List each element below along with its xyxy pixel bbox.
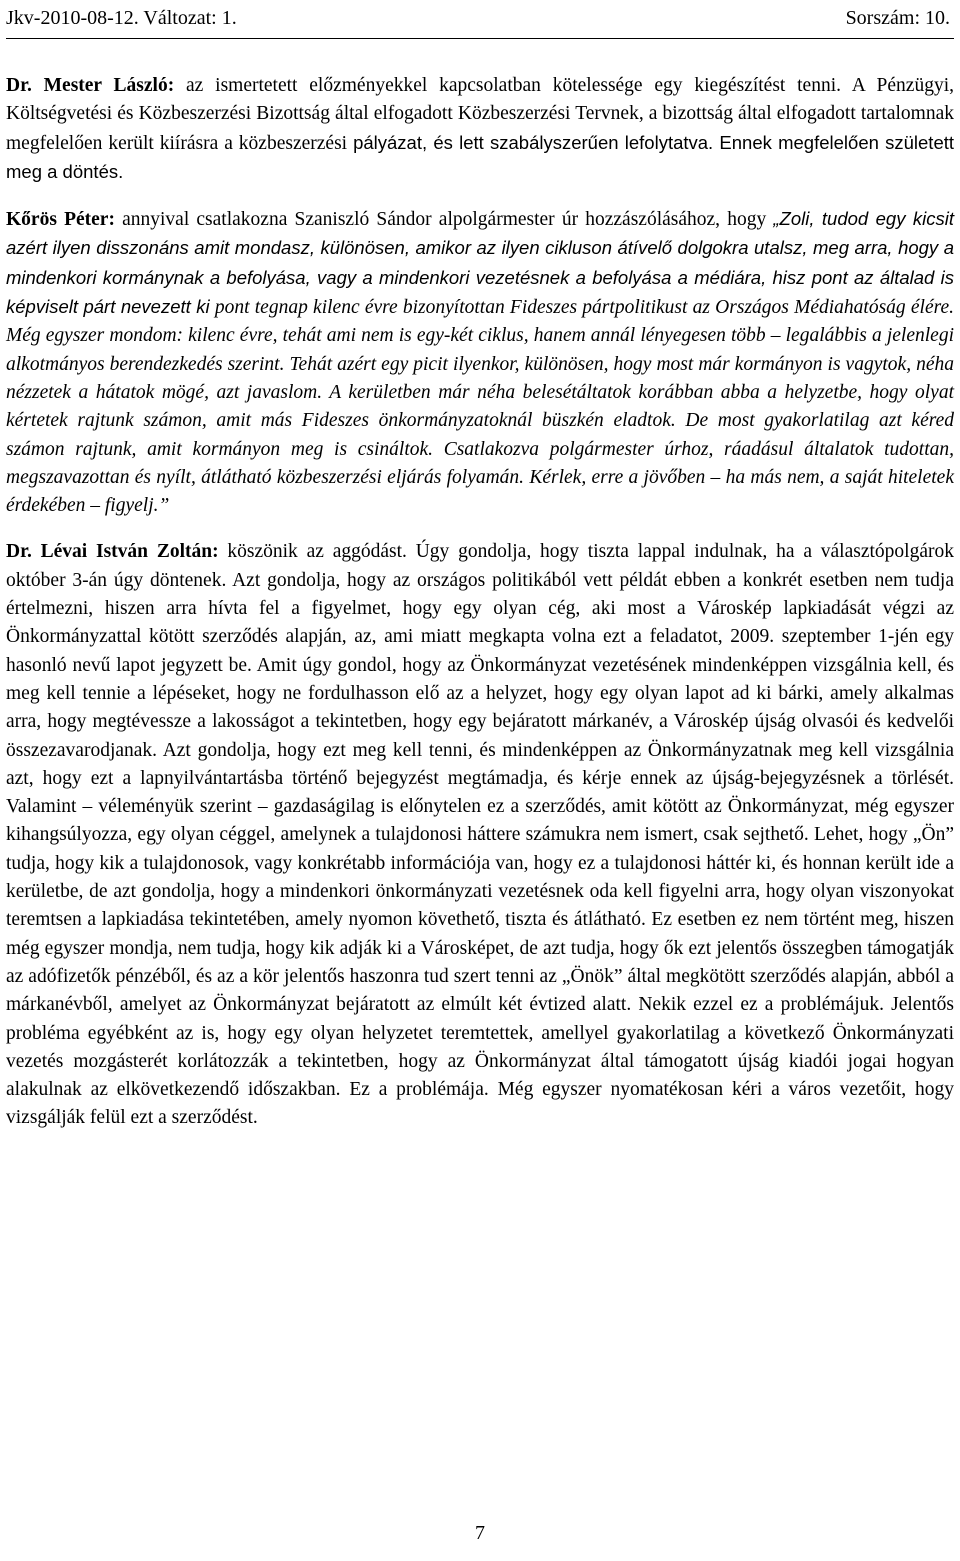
paragraph-text-sans: pályázat, és lett szabályszerűen lefolytatva. Ennek megfelelően született meg a döntés.	[6, 131, 955, 182]
paragraph-text: annyival csatlakozna Szaniszló Sándor alpolgármester úr hozzászólásához, hogy	[114, 209, 774, 231]
speaker-name: Dr. Lévai István Zoltán:	[6, 541, 219, 563]
serial-number-label: Sorszám: 10.	[845, 7, 950, 29]
paragraph-mester	[6, 72, 954, 187]
document-version-label: Jkv-2010-08-12. Változat: 1.	[6, 7, 237, 29]
page-number: 7	[475, 1522, 485, 1544]
paragraph-text: az ismertetett előzményekkel kapcsolatban kötelessége egy kiegészítést tenni. A Pénzügyi, Költségvetési és Közbeszerzési Bizottság által elfogadott Közbeszerzési Tervnek, a bizottság által elfogadott tartalomnak megfelelően került kiírásra a közbeszerzési	[6, 75, 955, 154]
page-header	[6, 6, 954, 38]
speaker-name: Kőrös Péter:	[6, 209, 115, 231]
speaker-name: Dr. Mester László:	[6, 75, 175, 96]
quote-text-sans: „Zoli, tudod egy kicsit azért ilyen disszonáns amit mondasz, különösen, amikor az ilyen cikluson átívelő dolgokra utalsz, meg arra, hogy a mindenkori kormánynak a befolyása, vagy a mindenkori vezetésnek a befolyása a médiára, hisz pont az általad is képviselt párt nevezett ki	[6, 208, 954, 318]
quote-text: pont tegnap kilenc évre bizonyítottan Fideszes pártpolitikust az Országos Médiahatóság élére. Még egyszer mondom: kilenc évre, tehát ami nem is egy-két ciklus, hanem annál lényegesen több – legalábbis a jelenlegi alkotmányos berendezkedés szerint. Tehát azért egy picit ilyenkor, különösen, hogy most már kormányon is vagytok, néha nézzetek a hátatok mögé, azt javaslom. A kerületben már néha belesétáltatok korábban abba a helyzetbe, hogy olyat kértetek rajtunk számon, amit más Fideszes önkormányzatoknál büszkén eladtok. De most gyakorlatilag azt kéred számon rajtunk, amit kormányon meg is csináltok. Csatlakozva polgármester úrhoz, ráadásul általatok tudottan, megszavazottan és nyílt, átlátható közbeszerzési eljárás folyamán. Kérlek, erre a jövőben – ha más nem, a saját hiteletek érdekében – figyelj.”	[6, 297, 955, 517]
header-divider	[6, 38, 954, 39]
paragraph-text: köszönik az aggódást. Úgy gondolja, hogy tiszta lappal indulnak, ha a választópolgárok október 3-án úgy döntenek. Azt gondolja, hogy az országos politikából vett példát ebben a konkrét esetben nem tudja értelmezni, hiszen arra hívta fel a figyelmet, hogy egy olyan cég, aki most a Városkép lapkiadását végzi az Önkormányzattal kötött szerződés alapján, az, ami miatt megkapta volna ezt a feladatot, 2009. szeptember 1-jén egy hasonló nevű lapot jegyzett be. Amit úgy gondol, hogy az Önkormányzat vezetésének mindenképpen vizsgálnia kell, és meg kell tennie a lépéseket, hogy ne fordulhasson elő az a helyzet, hogy egy olyan lapot ad ki bárki, amely alkalmas arra, hogy megtévessze a lakosságot a tekintetben, hogy egy bejáratott márkanév, a Városkép újság olvasói és kedvelői összezavarodjanak. Azt gondolja, hogy ezt meg kell tenni, és mindenképpen az Önkormányzatnak meg kell vizsgálnia azt, hogy ezt a lapnyilvántartásba történő bejegyzést megtámadja, és kérje ennek az újság-bejegyzésnek a törlését. Valamint – véleményük szerint – gazdaságilag is előnytelen ez a szerződés, amit kötött az Önkormányzat, még egyszer kihangsúlyozza, egy olyan céggel, amelynek a tulajdonosi háttere számukra nem ismert, csak sejthető. Lehet, hogy „Ön” tudja, hogy kik a tulajdonosok, vagy konkrétabb információja van, hogy ez a tulajdonosi háttér ki, és honnan került ide a kerületbe, de azt gondolja, hogy a mindenkori önkormányzati vezetésnek oda kell figyelni arra, hogy olyan viszonyokat teremtsen a lapkiadása tekintetében, amely nyomon követhető, tiszta és átlátható. Ez esetben ez nem történt meg, hiszen még egyszer mondja, nem tudja, hogy kik adják ki a Városképet, de azt tudja, hogy ők ezt jelentős összegben támogatják az adófizetők pénzéből, és az a kör jelentős haszonra tud szert tenni az „Önök” által megkötött szerződés alapján, abból a márkanévből, amelyet az Önkormányzat bejáratott az elmúlt két évtized alatt. Nekik ezzel ez a problémájuk. Jelentős probléma egyébként az is, hogy egy olyan helyzetet teremtettek, amellyel gyakorlatilag a következő Önkormányzati vezetés mozgásterét korlátozzák a tekintetben, hogy az Önkormányzat által támogatott újság kiadói jogai hogyan alakulnak az elkövetkezendő időszakban. Ez a problémája. Még egyszer nyomatékosan kéri a város vezetőit, hogy vizsgálják felül ezt a szerződést.	[6, 541, 954, 1129]
page-body	[6, 72, 954, 1133]
paragraph-koros	[6, 205, 954, 520]
paragraph-levai	[6, 538, 954, 1132]
